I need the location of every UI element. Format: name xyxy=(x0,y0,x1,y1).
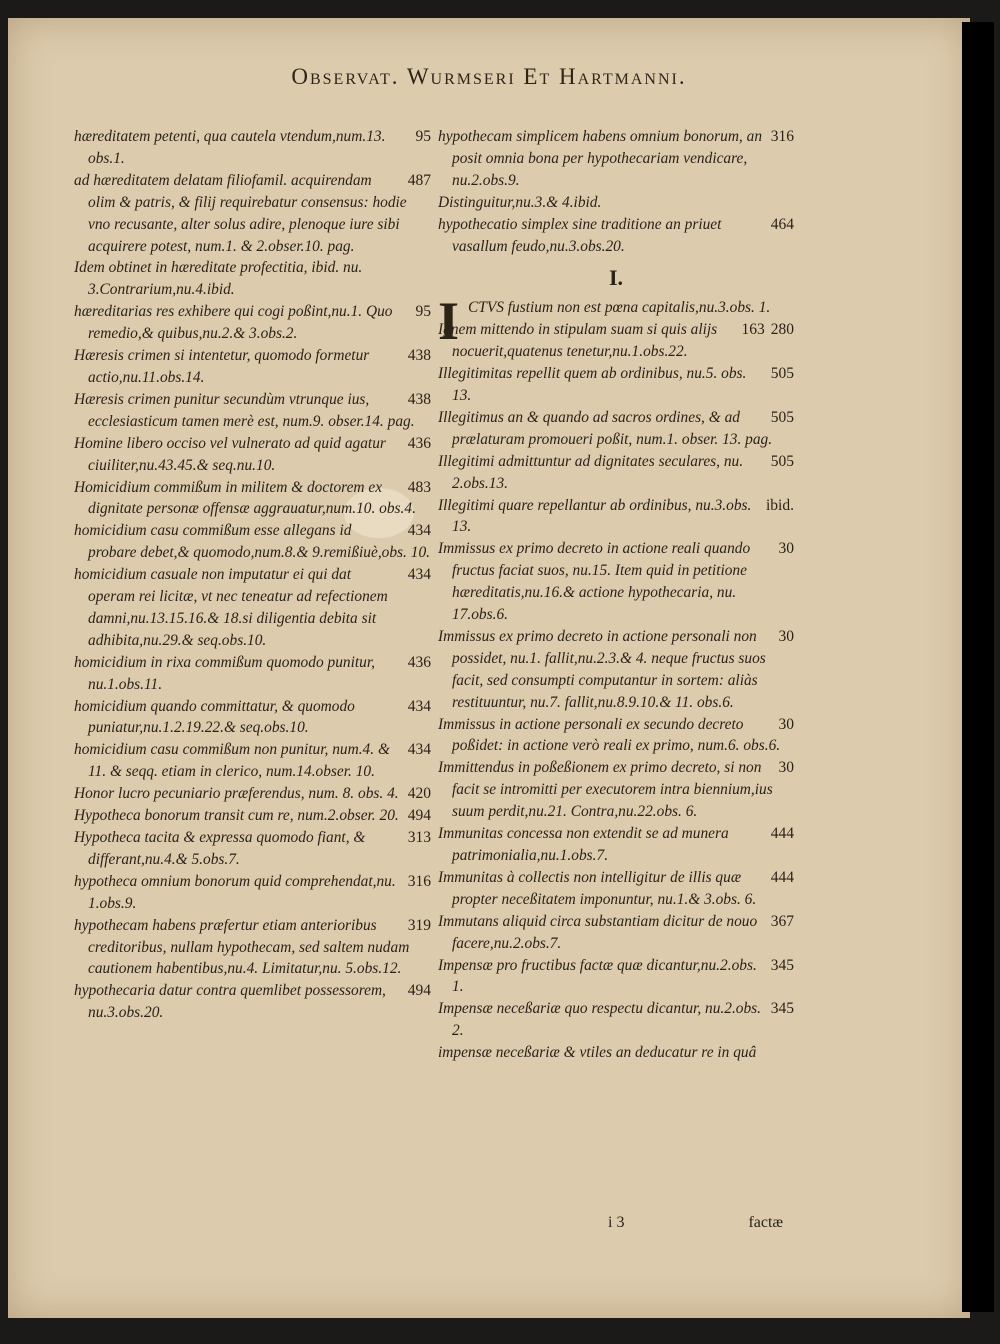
index-entry xyxy=(74,783,431,805)
page-reference: 95 xyxy=(415,128,431,145)
index-entry xyxy=(438,495,794,539)
page-reference: 494 xyxy=(407,807,431,825)
page-reference: 434 xyxy=(407,697,431,715)
index-entry-text: Illegitimi quare repellantur ab ordinibus, nu.3.obs. 13. xyxy=(438,496,752,536)
page-reference: 436 xyxy=(407,434,431,452)
index-entry xyxy=(438,363,794,407)
index-entry xyxy=(74,433,431,477)
index-entry-text: Homine libero occiso vel vulnerato ad quid agatur ciuiliter,nu.43.45.& seq.nu.10. xyxy=(74,434,386,474)
index-entry xyxy=(438,538,794,626)
page-reference: 30 xyxy=(778,715,794,733)
page-reference: 464 xyxy=(770,215,794,233)
index-entry-text: Immissus in actione personali ex secundo decreto poßidet: in actione verò reali ex primo, num.6. obs.6. xyxy=(438,715,781,755)
dropcap-entry-text: CTVS fustium non est pœna capitalis,nu.3.obs. 1. xyxy=(468,299,771,317)
index-entry xyxy=(74,170,431,258)
index-entry-text: Hypotheca tacita & expressa quomodo fiant, & differant,nu.4.& 5.obs.7. xyxy=(74,829,366,868)
index-entry xyxy=(438,626,794,714)
index-entry-text: Homicidium commißum in militem & doctorem ex dignitate personæ offensæ aggrauatur,num.10. obs.4. xyxy=(74,478,416,518)
page-reference: 444 xyxy=(770,868,794,886)
page-reference: 505 xyxy=(770,408,794,426)
page-reference: 316 xyxy=(770,128,794,145)
index-entry-text: homicidium casu commißum non punitur, num.4. & 11. & seqq. etiam in clerico, num.14.obser. 10. xyxy=(74,741,390,781)
index-entry-text: hæreditarias res exhibere qui cogi poßint,nu.1. Quo remedio,& quibus,nu.2.& 3.obs.2. xyxy=(74,303,393,343)
index-entry xyxy=(74,652,431,696)
index-entry xyxy=(74,520,431,564)
index-entry xyxy=(74,696,431,740)
page-reference: 444 xyxy=(770,825,794,843)
index-entry-text: Illegitimitas repellit quem ab ordinibus, nu.5. obs. 13. xyxy=(438,365,747,404)
page-reference: 163 xyxy=(741,321,765,339)
index-entry xyxy=(74,389,431,433)
scan-border xyxy=(962,22,994,1312)
index-entry-text: homicidium casu commißum esse allegans id probare debet,& quomodo,num.8.& 9.remißiuè,obs. 10. xyxy=(74,522,430,562)
page-reference: 316 xyxy=(407,872,431,890)
index-entry xyxy=(438,407,794,451)
index-entry xyxy=(74,257,431,301)
index-entry xyxy=(438,955,794,999)
index-entry-text: homicidium casuale non imputatur ei qui dat operam rei licitæ, vt nec teneatur ad refectionem damni,nu.13.15.16.& 18.si diligentia debita sit adhibita,nu.29.& seq.obs.10. xyxy=(74,566,388,649)
signature-mark: i 3 xyxy=(608,1214,625,1231)
page-reference: 30 xyxy=(778,759,794,777)
page-reference: 505 xyxy=(770,452,794,470)
index-entry-text: Impensæ pro fructibus factæ quæ dicantur,nu.2.obs. 1. xyxy=(438,956,757,996)
page-reference: 483 xyxy=(407,478,431,496)
page-reference: 30 xyxy=(778,627,794,645)
book-page xyxy=(8,18,970,1318)
index-entry-text: ad hæreditatem delatam filiofamil. acquirendam olim & patris, & filij requirebatur consensus: hodie vno recusante, alter solus adire, plenoque iure sibi acquirere potest, num.1. & 2.obser.10. pag. xyxy=(74,171,407,255)
index-entry-text: Immunitas à collectis non intelligitur de illis quæ propter neceßitatem imponuntur, nu.1.& 3.obs. 6. xyxy=(438,868,757,908)
index-entry-text: hypothecatio simplex sine traditione an priuet vasallum feudo,nu.3.obs.20. xyxy=(438,215,722,255)
index-entry xyxy=(438,214,794,258)
index-entry-text: Impensæ neceßariæ quo respectu dicantur, nu.2.obs. 2. xyxy=(438,1000,762,1040)
page-reference: 434 xyxy=(407,741,431,759)
index-entry-text: Immissus ex primo decreto in actione reali quando fructus faciat suos, nu.15. Item quid in petitione hæreditatis,nu.16.& actione hypothecaria, nu. 17.obs.6. xyxy=(438,540,751,624)
index-entry xyxy=(438,757,794,823)
index-entry-text: hæreditatem petenti, qua cautela vtendum,num.13. obs.1. xyxy=(74,128,386,167)
page-reference: 367 xyxy=(770,912,794,930)
index-entry-text: Immunitas concessa non extendit se ad munera patrimonialia,nu.1.obs.7. xyxy=(438,825,729,864)
page-reference: 438 xyxy=(407,390,431,408)
page-reference: 319 xyxy=(407,916,431,934)
index-entry xyxy=(74,301,431,345)
index-entry-text: Immittendus in poßeßionem ex primo decreto, si non facit se intromitti per executorem intra biennium,ius suum perdit,nu.21. Contra,nu.22.obs. 6. xyxy=(438,759,773,821)
index-entry xyxy=(438,998,794,1042)
page-reference: 434 xyxy=(407,566,431,584)
index-column-right xyxy=(438,126,794,1064)
index-entry xyxy=(438,451,794,495)
index-entries-h-continued xyxy=(438,126,794,257)
index-entry xyxy=(74,345,431,389)
index-entry xyxy=(438,714,794,758)
page-reference: 345 xyxy=(770,956,794,974)
page-reference: 280 xyxy=(770,321,794,339)
page-reference: 487 xyxy=(407,171,431,189)
running-header: Observat. Wurmseri Et Hartmanni. xyxy=(291,64,687,89)
page-reference: ibid. xyxy=(766,496,794,514)
index-entry xyxy=(74,126,431,170)
index-entry xyxy=(438,823,794,867)
section-letter: I. xyxy=(608,265,624,291)
page-reference: 345 xyxy=(770,1000,794,1018)
dropcap-letter: I xyxy=(438,291,460,352)
index-entry xyxy=(438,1042,794,1064)
page-reference: 438 xyxy=(407,347,431,365)
index-entry-text: Hypotheca bonorum transit cum re, num.2.obser. 20. xyxy=(74,807,399,825)
page-reference: 505 xyxy=(770,365,794,383)
index-entry xyxy=(74,915,431,981)
index-entry xyxy=(74,477,431,521)
index-entry xyxy=(74,827,431,871)
index-entry xyxy=(438,867,794,911)
index-entry-text: Hæresis crimen punitur secundùm vtrunque ius, ecclesiasticum tamen merè est, num.9. obser.14. pag. xyxy=(74,390,415,430)
index-entry-text: hypotheca omnium bonorum quid comprehendat,nu. 1.obs.9. xyxy=(74,872,396,912)
index-entry xyxy=(438,192,794,214)
index-entry-text: Illegitimi admittuntur ad dignitates seculares, nu. 2.obs.13. xyxy=(438,452,744,492)
index-entry-text: Distinguitur,nu.3.& 4.ibid. xyxy=(438,193,602,211)
catchword: factæ xyxy=(748,1214,784,1231)
index-entry-text: impensæ neceßariæ & vtiles an deducatur re in quâ xyxy=(438,1044,757,1062)
index-entries-i xyxy=(438,319,794,1064)
index-entry-text: hypothecam simplicem habens omnium bonorum, an posit omnia bona per hypothecariam vendicare, nu.2.obs.9. xyxy=(438,128,763,189)
index-entry xyxy=(74,564,431,652)
index-entry xyxy=(438,911,794,955)
index-entry-text: Illegitimus an & quando ad sacros ordines, & ad prælaturam promoueri poßit, num.1. obser. 13. pag. xyxy=(438,408,773,448)
page-reference: 436 xyxy=(407,653,431,671)
page-reference: 494 xyxy=(407,982,431,1000)
index-entry xyxy=(438,319,794,363)
page-reference: 30 xyxy=(778,540,794,558)
index-entry-text: Idem obtinet in hæreditate profectitia, ibid. nu. 3.Contrarium,nu.4.ibid. xyxy=(74,259,363,299)
index-entry-text: Ignem mittendo in stipulam suam si quis alijs nocuerit,quatenus tenetur,nu.1.obs.22. xyxy=(438,321,718,361)
index-entry xyxy=(438,126,794,192)
page-reference: 313 xyxy=(407,829,431,846)
index-entry xyxy=(74,805,431,827)
page-reference: 434 xyxy=(407,522,431,540)
index-entry-text: hypothecam habens præfertur etiam anterioribus creditoribus, nullam hypothecam, sed saltem nudam cautionem habentibus,nu.4. Limitatur,nu. 5.obs.12. xyxy=(74,916,410,978)
index-entry-text: Immissus ex primo decreto in actione personali non possidet, nu.1. fallit,nu.2.3.& 4. neque fructus suos facit, sed consumpti computantur in sortem: aliàs restituuntur, nu.7. fallit,nu.8.9.10.& 11. obs.6. xyxy=(438,627,766,711)
page-reference: 420 xyxy=(407,785,431,803)
index-entry xyxy=(74,980,431,1024)
index-entry-text: homicidium quando committatur, & quomodo puniatur,nu.1.2.19.22.& seq.obs.10. xyxy=(74,697,355,737)
index-entry xyxy=(74,739,431,783)
index-entry-text: homicidium in rixa commißum quomodo punitur, nu.1.obs.11. xyxy=(74,653,375,693)
index-entry-text: Hæresis crimen si intentetur, quomodo formetur actio,nu.11.obs.14. xyxy=(74,347,370,386)
index-entry xyxy=(74,871,431,915)
index-entry-text: Immutans aliquid circa substantiam dicitur de nouo facere,nu.2.obs.7. xyxy=(438,912,758,952)
page-reference: 95 xyxy=(415,303,431,321)
index-column-left xyxy=(74,126,431,1024)
index-entry-text: hypothecaria datur contra quemlibet possessorem, nu.3.obs.20. xyxy=(74,982,386,1022)
index-entry-text: Honor lucro pecuniario præferendus, num. 8. obs. 4. xyxy=(74,785,399,803)
catchline xyxy=(608,1214,903,1232)
